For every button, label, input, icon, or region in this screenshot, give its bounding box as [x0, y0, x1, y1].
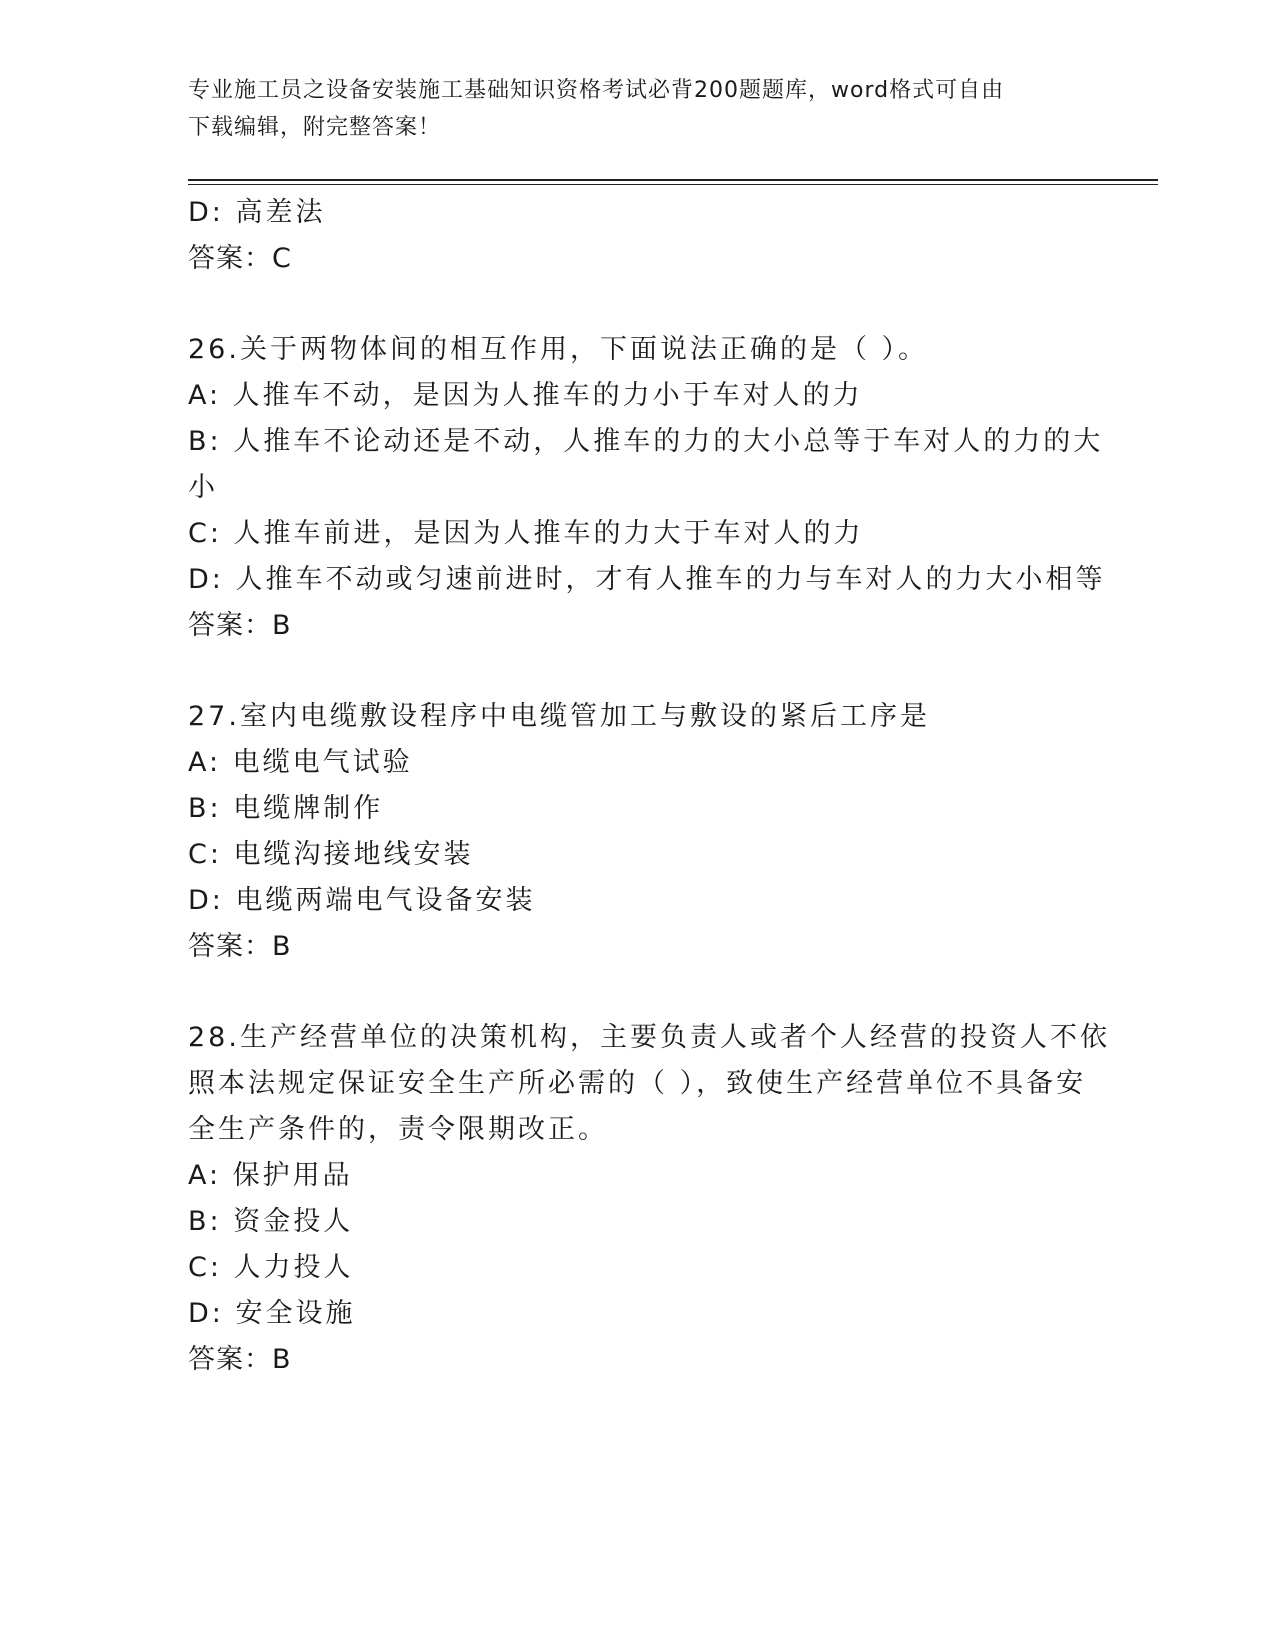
prev-answer: 答案：C — [188, 243, 292, 274]
answer: 答案：B — [188, 610, 292, 641]
option-c: C: 电缆沟接地线安装 — [188, 839, 474, 870]
option-d: D: 人推车不动或匀速前进时，才有人推车的力与车对人的力大小相等 — [188, 564, 1106, 595]
header-divider — [188, 179, 1158, 181]
option-d: D: 电缆两端电气设备安装 — [188, 885, 536, 916]
option-b: B: 资金投人 — [188, 1206, 354, 1237]
prev-option-d: D: 高差法 — [188, 197, 326, 228]
question-list — [188, 190, 1110, 1383]
header-divider-thin — [188, 184, 1158, 185]
question-28 — [188, 1015, 1110, 1383]
option-c: C: 人推车前进，是因为人推车的力大于车对人的力 — [188, 518, 864, 549]
question-27 — [188, 694, 1088, 970]
question-text-line-1: 28.生产经营单位的决策机构，主要负责人或者个人经营的投资人不依 — [188, 1022, 1110, 1053]
option-c: C: 人力投人 — [188, 1252, 354, 1283]
question-text-line-2: 照本法规定保证安全生产所必需的（ ），致使生产经营单位不具备安 — [188, 1068, 1087, 1099]
question-26 — [188, 327, 1106, 649]
option-b-continued: 小 — [188, 472, 218, 503]
option-a: A: 保护用品 — [188, 1160, 353, 1191]
option-a: A: 电缆电气试验 — [188, 747, 413, 778]
option-d: D: 安全设施 — [188, 1298, 356, 1329]
question-text: 27.室内电缆敷设程序中电缆管加工与敷设的紧后工序是 — [188, 701, 930, 732]
document-header — [188, 72, 1088, 146]
header-line-2: 下载编辑，附完整答案！ — [188, 115, 442, 140]
option-b: B: 电缆牌制作 — [188, 793, 384, 824]
answer: 答案：B — [188, 1344, 292, 1375]
question-text-line-3: 全生产条件的，责令限期改正。 — [188, 1114, 608, 1145]
answer: 答案：B — [188, 931, 292, 962]
option-b: B: 人推车不论动还是不动，人推车的力的大小总等于车对人的力的大 — [188, 426, 1104, 457]
header-line-1: 专业施工员之设备安装施工基础知识资格考试必背200题题库，word格式可自由 — [188, 78, 1005, 103]
option-a: A: 人推车不动，是因为人推车的力小于车对人的力 — [188, 380, 863, 411]
question-text: 26.关于两物体间的相互作用，下面说法正确的是（ ）。 — [188, 334, 929, 365]
